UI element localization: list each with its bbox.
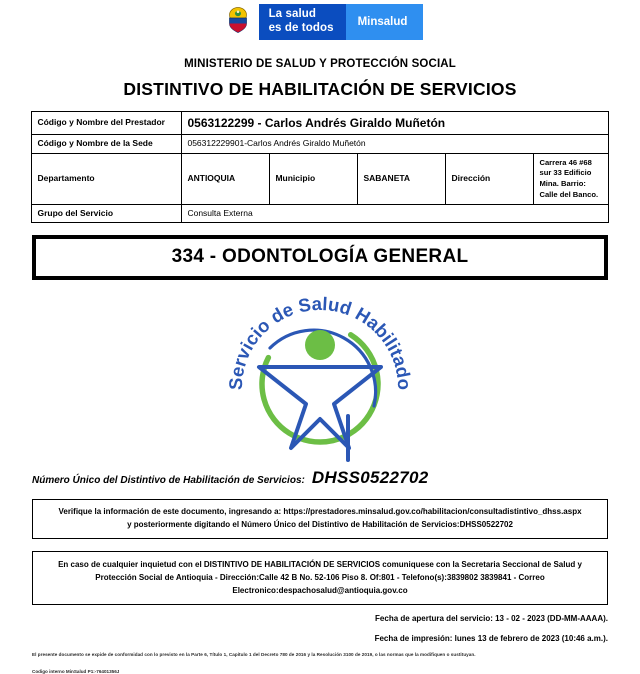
department-label: Departamento (32, 153, 182, 204)
ministry-name: MINISTERIO DE SALUD Y PROTECCIÓN SOCIAL (184, 58, 456, 70)
brand-header (0, 0, 640, 40)
address-value: Carrera 46 #68 sur 33 Edificio Mina. Barrio: Calle del Banco. (534, 153, 608, 204)
provider-code-value: 0563122299 - Carlos Andrés Giraldo Muñetón (182, 112, 608, 135)
unique-number-label: Número Único del Distintivo de Habilitación de Servicios: (32, 475, 305, 487)
brand-slogan (259, 4, 346, 40)
colombia-coat-of-arms-icon (217, 4, 259, 40)
verification-box (32, 499, 608, 538)
opening-date: Fecha de apertura del servicio: 13 - 02 - 2023 (DD-MM-AAAA). (375, 614, 608, 624)
unique-number-row (32, 468, 608, 488)
branch-code-value: 056312229901-Carlos Andrés Giraldo Muñetón (182, 135, 608, 153)
dates-section (32, 614, 608, 643)
contact-line-1: En caso de cualquier inquietud con el DISTINTIVO DE HABILITACIÓN DE SERVICIOS comuniquese con la Secretaria Seccional de Salud y (58, 559, 582, 569)
page-title: DISTINTIVO DE HABILITACIÓN DE SERVICIOS (123, 79, 517, 99)
printing-date: Fecha de impresión: lunes 13 de febrero de 2023 (10:46 a.m.). (374, 634, 608, 644)
brand-ministry-short: Minsalud (346, 4, 424, 40)
unique-number-value: DHSS0522702 (311, 468, 429, 488)
habilitation-seal (0, 288, 640, 464)
address-label: Dirección (446, 153, 534, 204)
table-row (32, 204, 608, 222)
service-group-label: Grupo del Servicio (32, 204, 182, 222)
provider-info-table (31, 111, 608, 223)
verification-line-2: y posteriormente digitando el Número Único del Distintivo de Habilitación de Servicios:DHSS0522702 (127, 520, 513, 530)
municipality-label: Municipio (270, 153, 358, 204)
municipality-value: SABANETA (358, 153, 446, 204)
brand-slogan-line-2: es de todos (268, 22, 334, 34)
table-row (32, 112, 608, 135)
internal-code: Codigo interno MinSalud P1:-76401356J (32, 669, 120, 674)
seal-text: Servicio de Salud Habilitado (224, 293, 416, 391)
department-value: ANTIOQUIA (182, 153, 270, 204)
brand-slogan-line-1: La salud (268, 8, 317, 21)
contact-box (32, 551, 608, 606)
servicio-salud-habilitado-seal-icon (222, 288, 418, 464)
service-group-value: Consulta Externa (182, 204, 608, 222)
provider-code-label: Código y Nombre del Prestador (32, 112, 182, 135)
table-row (32, 153, 608, 204)
branch-code-label: Código y Nombre de la Sede (32, 135, 182, 153)
table-row (32, 135, 608, 153)
service-code-banner: 334 - ODONTOLOGÍA GENERAL (32, 235, 608, 280)
contact-line-2: Protección Social de Antioquia - Dirección:Calle 42 B No. 52-106 Piso 8. Of:801 - Telefono(s):3839802 3839841 - Correo (95, 572, 545, 582)
minsalud-logo (217, 4, 424, 40)
legal-notice: El presente documento se expide de conformidad con lo previsto en la Parte 6, Título 1, Capítulo 1 del Decreto 780 de 2016 y la Resolución 3100 de 2019, o las normas que la modifiquen o sustituyan. (32, 652, 476, 658)
verification-line-1: Verifique la información de este documento, ingresando a: https://prestadores.minsalud.gov.co/habilitacion/consultadistintivo_dhss.aspx (58, 507, 582, 517)
contact-line-3: Electronico:despachosalud@antioquia.gov.co (232, 586, 408, 595)
